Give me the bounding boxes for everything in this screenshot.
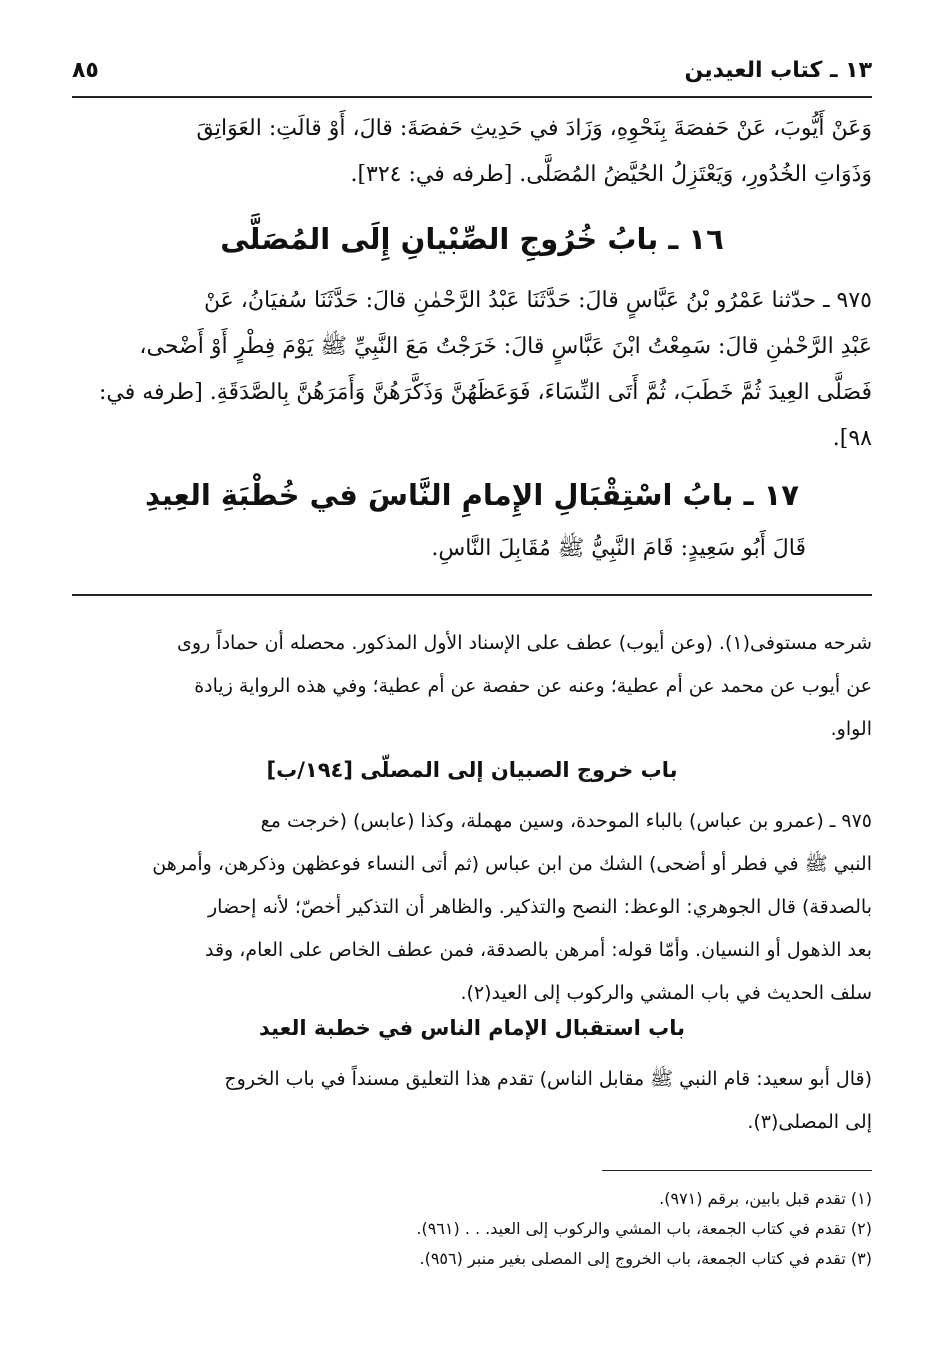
commentary-line: بعد الذهول أو النسيان. وأمّا قوله: أمرهن بالصدقة، فمن عطف الخاص على العام، وقد (204, 939, 872, 961)
commentary-separator (72, 594, 872, 596)
footnote-2: (٢) تقدم في كتاب الجمعة، باب المشي والركوب إلى العيد. . . (٩٦١). (416, 1219, 872, 1238)
footnote-1: (١) تقدم قبل بابين، برقم (٩٧١). (659, 1189, 872, 1208)
commentary-line: الواو. (830, 718, 872, 740)
commentary-line: سلف الحديث في باب المشي والركوب إلى العيد(٢). (460, 982, 872, 1004)
running-header-chapter: ١٣ ـ كتاب العيدين (684, 58, 872, 83)
page-number: ٨٥ (72, 58, 99, 83)
hadith-line: عَبْدِ الرَّحْمٰنِ قالَ: سَمِعْتُ ابْنَ عَبَّاسٍ قالَ: خَرَجْتُ مَعَ النَّبِيِّ ﷺ يَوْمَ فِطْرٍ أَوْ أَضْحى، (139, 334, 872, 359)
hadith-line: قَالَ أَبُو سَعِيدٍ: قَامَ النَّبِيُّ ﷺ مُقَابِلَ النَّاسِ. (431, 536, 806, 561)
bab-17-section (72, 478, 872, 512)
header-rule (72, 96, 872, 98)
commentary-line: عن أيوب عن محمد عن أم عطية؛ وعنه عن حفصة عن أم عطية؛ وفي هذه الرواية زيادة (194, 675, 872, 697)
commentary-paragraph-2 (72, 800, 872, 1015)
footnote-rule (602, 1170, 872, 1171)
commentary-line: النبي ﷺ في فطر أو أضحى) الشك من ابن عباس (ثم أتى النساء فوعظهن وذكرهن، وأمرهن (152, 853, 872, 875)
commentary-title-2: باب استقبال الإمام الناس في خطبة العيد (258, 1016, 686, 1040)
commentary-line: بالصدقة) قال الجوهري: الوعظ: النصح والتذكير. والظاهر أن التذكير أخصّ؛ لأنه إحضار (208, 896, 872, 918)
bab-17-text (72, 526, 872, 572)
commentary-title-1: باب خروج الصبيان إلى المصلّى [١٩٤/ب] (266, 758, 678, 782)
commentary-line: ٩٧٥ ـ (عمرو بن عباس) بالباء الموحدة، وسين مهملة، وكذا (عابس) (خرجت مع (260, 810, 872, 832)
commentary-paragraph-3 (72, 1058, 872, 1144)
hadith-top-block (72, 106, 872, 198)
bab-16-section (72, 222, 872, 256)
hadith-line: ٩٧٥ ـ حدّثنا عَمْرُو بْنُ عَبَّاسٍ قالَ: حَدَّثَنَا عَبْدُ الرَّحْمٰنِ قالَ: حَدَّثَنَا سُفيَانُ، عَنْ (203, 288, 872, 313)
footnotes (72, 1184, 872, 1274)
hadith-line: وَذَوَاتِ الخُدُورِ، وَيَعْتَزِلُ الحُيَّضُ المُصَلَّى. [طرفه في: ٣٢٤]. (350, 162, 872, 187)
commentary-line: (قال أبو سعيد: قام النبي ﷺ مقابل الناس) تقدم هذا التعليق مسنداً في باب الخروج (224, 1068, 872, 1090)
commentary-paragraph-1 (72, 622, 872, 751)
hadith-975-block (72, 278, 872, 462)
bab-17-title: ١٧ ـ بابُ اسْتِقْبَالِ الإِمامِ النَّاسَ في خُطْبَةِ العِيدِ (145, 478, 799, 512)
commentary-line: إلى المصلى(٣). (747, 1111, 872, 1133)
hadith-line: فَصَلَّى العِيدَ ثُمَّ خَطَبَ، ثُمَّ أَتَى النِّسَاءَ، فَوَعَظَهُنَّ وَذَكَّرَهُنَّ وَأَمَرَهُنَّ بِالصَّدَقَةِ. [طرفه في: (98, 380, 872, 405)
footnote-3: (٣) تقدم في كتاب الجمعة، باب الخروج إلى المصلى بغير منبر (٩٥٦). (419, 1249, 872, 1268)
bab-16-title: ١٦ ـ بابُ خُرُوجِ الصِّبْيانِ إِلَى المُصَلَّى (220, 222, 724, 256)
hadith-line: وَعَنْ أَيُّوبَ، عَنْ حَفصَةَ بِنَحْوِهِ، وَزَادَ في حَدِيثِ حَفصَةَ: قالَ، أَوْ قالَتِ: العَوَاتِقَ (196, 116, 872, 141)
hadith-line: ٩٨]. (832, 426, 872, 451)
commentary-line: شرحه مستوفى(١). (وعن أيوب) عطف على الإسناد الأول المذكور. محصله أن حماداً روى (177, 632, 872, 654)
